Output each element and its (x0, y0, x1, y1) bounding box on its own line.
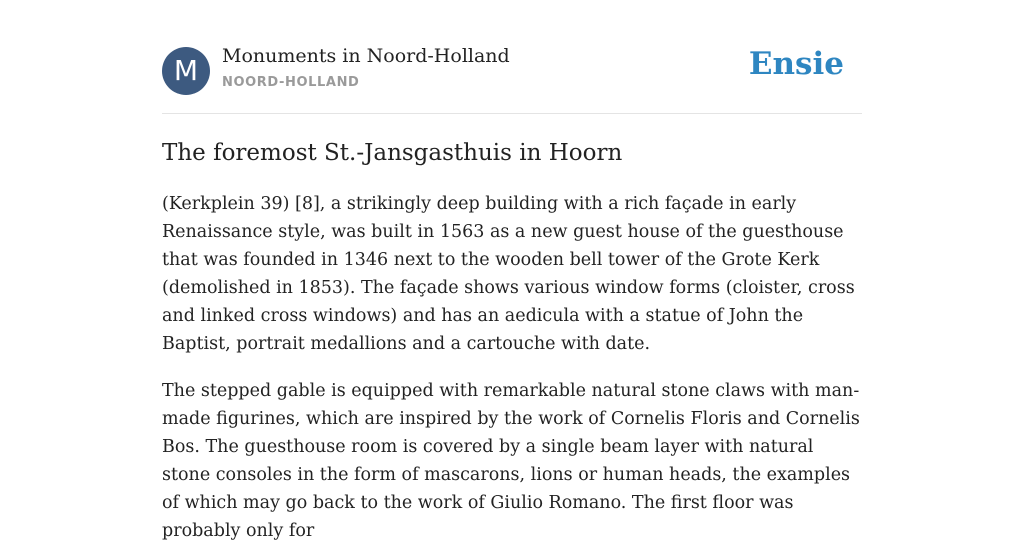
content-column (162, 0, 862, 545)
article-title: The foremost St.-Jansgasthuis in Hoorn (162, 140, 623, 166)
page-header (162, 0, 862, 114)
article (162, 138, 862, 545)
collection-title[interactable]: Monuments in Noord-Holland (222, 45, 510, 67)
article-paragraph: (Kerkplein 39) [8], a strikingly deep building with a rich façade in early Renaissance style, was built in 1563 as a new guest house of the guesthouse that was founded in 1346 next to the wooden bell tower of the Grote Kerk (demolished in 1853). The façade shows various window forms (cloister, cross and linked cross windows) and has an aedicula with a statue of John the Baptist, portrait medallions and a cartouche with date. (162, 194, 855, 354)
brand-logo[interactable]: Ensie (748, 46, 844, 82)
article-paragraph: The stepped gable is equipped with remarkable natural stone claws with man-made figurines, which are inspired by the work of Cornelis Floris and Cornelis Bos. The guesthouse room is covered by a single beam layer with natural stone consoles in the form of mascarons, lions or human heads, the examples of which may go back to the work of Giulio Romano. The first floor was probably only for (162, 381, 860, 541)
collection-subtitle[interactable]: NOORD-HOLLAND (222, 75, 360, 90)
avatar[interactable]: M (162, 47, 210, 95)
